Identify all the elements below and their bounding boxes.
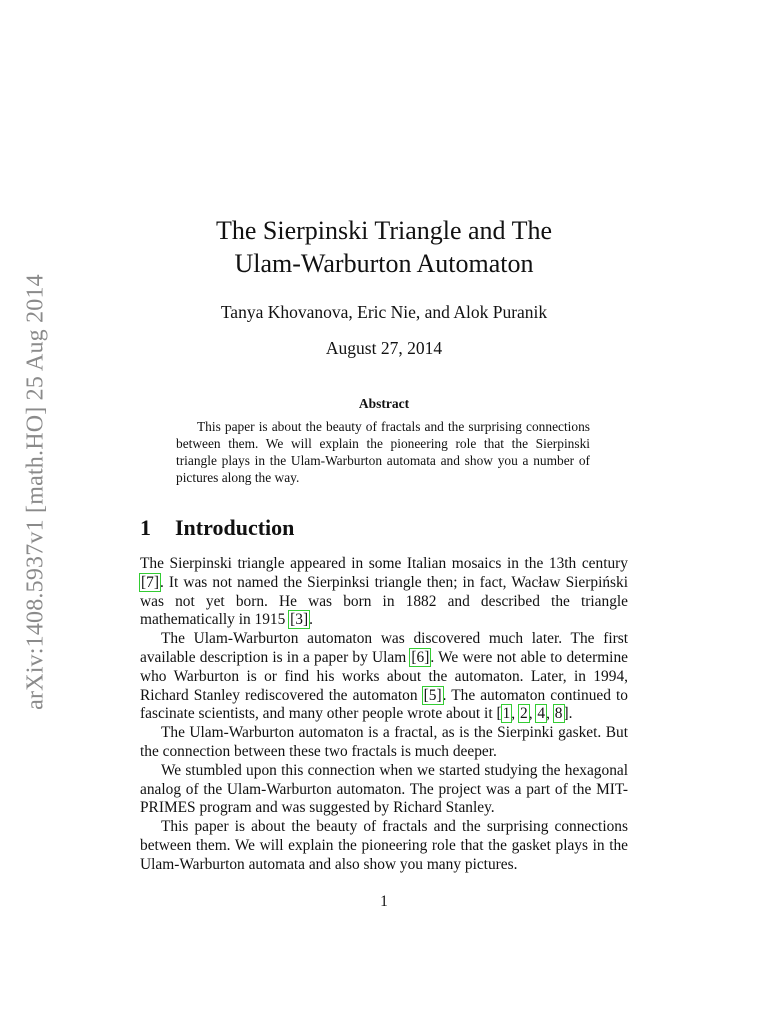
paragraph-2-text-c: . The automaton continued to fascinate scientists, and many other people wrote about it [ (140, 686, 628, 723)
introduction-body (140, 555, 628, 875)
paragraph-2-end: ]. (563, 705, 573, 723)
paragraph-2-text-b: . We were not able to determine who Warburton is or find his works about the automaton. Later, in 1994, Richard Stanley rediscovered the automaton (140, 648, 628, 704)
title-line-2: Ulam-Warburton Automaton (234, 249, 534, 278)
citation-separator: , (511, 705, 519, 723)
paragraph-1-text-a: The Sierpinski triangle appeared in some Italian mosaics in the 13th century (140, 555, 628, 572)
citation-link-3[interactable]: [3] (290, 611, 309, 629)
section-title: Introduction (175, 515, 295, 540)
citation-link-4[interactable]: 4 (537, 705, 546, 723)
citation-link-7[interactable]: [7] (141, 573, 159, 591)
citation-link-1[interactable]: 1 (502, 705, 511, 723)
citation-link-5[interactable]: [5] (423, 686, 442, 704)
author-list: Tanya Khovanova, Eric Nie, and Alok Puranik (220, 302, 548, 322)
citation-link-2[interactable]: 2 (519, 705, 528, 723)
arxiv-identifier-stamp: arXiv:1408.5937v1 [math.HO] 25 Aug 2014 (22, 274, 49, 710)
paragraph-1-end: . (309, 611, 313, 629)
page-number: 1 (380, 893, 388, 910)
paragraph-4: We stumbled upon this connection when we started studying the hexagonal analog of the Ulam-Warburton automaton. The project was a part of the MIT-PRIMES program and was suggested by Richard Stanley. (140, 761, 628, 817)
paragraph-2 (140, 630, 628, 724)
section-heading (140, 515, 294, 541)
citation-separator: , (528, 705, 537, 723)
publication-date: August 27, 2014 (325, 338, 443, 358)
paragraph-1 (140, 555, 628, 630)
paragraph-5: This paper is about the beauty of fractals and the surprising connections between them. We will explain the pioneering role that the gasket plays in the Ulam-Warburton automata and also show you many pictures. (140, 818, 628, 873)
section-number: 1 (140, 515, 151, 540)
paragraph-3: The Ulam-Warburton automaton is a fractal, as is the Sierpinki gasket. But the connection between these two fractals is much deeper. (140, 724, 628, 760)
citation-link-8[interactable]: 8 (554, 705, 563, 723)
title-line-1: The Sierpinski Triangle and The (215, 216, 553, 245)
abstract-heading: Abstract (358, 396, 410, 411)
citation-link-6[interactable]: [6] (411, 648, 430, 666)
paragraph-1-text-b: . It was not named the Sierpinksi triangle then; in fact, Wacław Sierpiński was not yet born. He was born in 1882 and described the triangle mathematically in 1915 (140, 573, 628, 629)
paper-title (140, 214, 628, 280)
citation-separator: , (546, 705, 554, 723)
abstract-text: This paper is about the beauty of fractals and the surprising connections between them. We will explain the pioneering role that the Sierpinski triangle plays in the Ulam-Warburton automata and show you a number of pictures along the way. (176, 419, 590, 485)
paragraph-2-text-a: The Ulam-Warburton automaton was discovered much later. The first available description is in a paper by Ulam (140, 630, 628, 666)
